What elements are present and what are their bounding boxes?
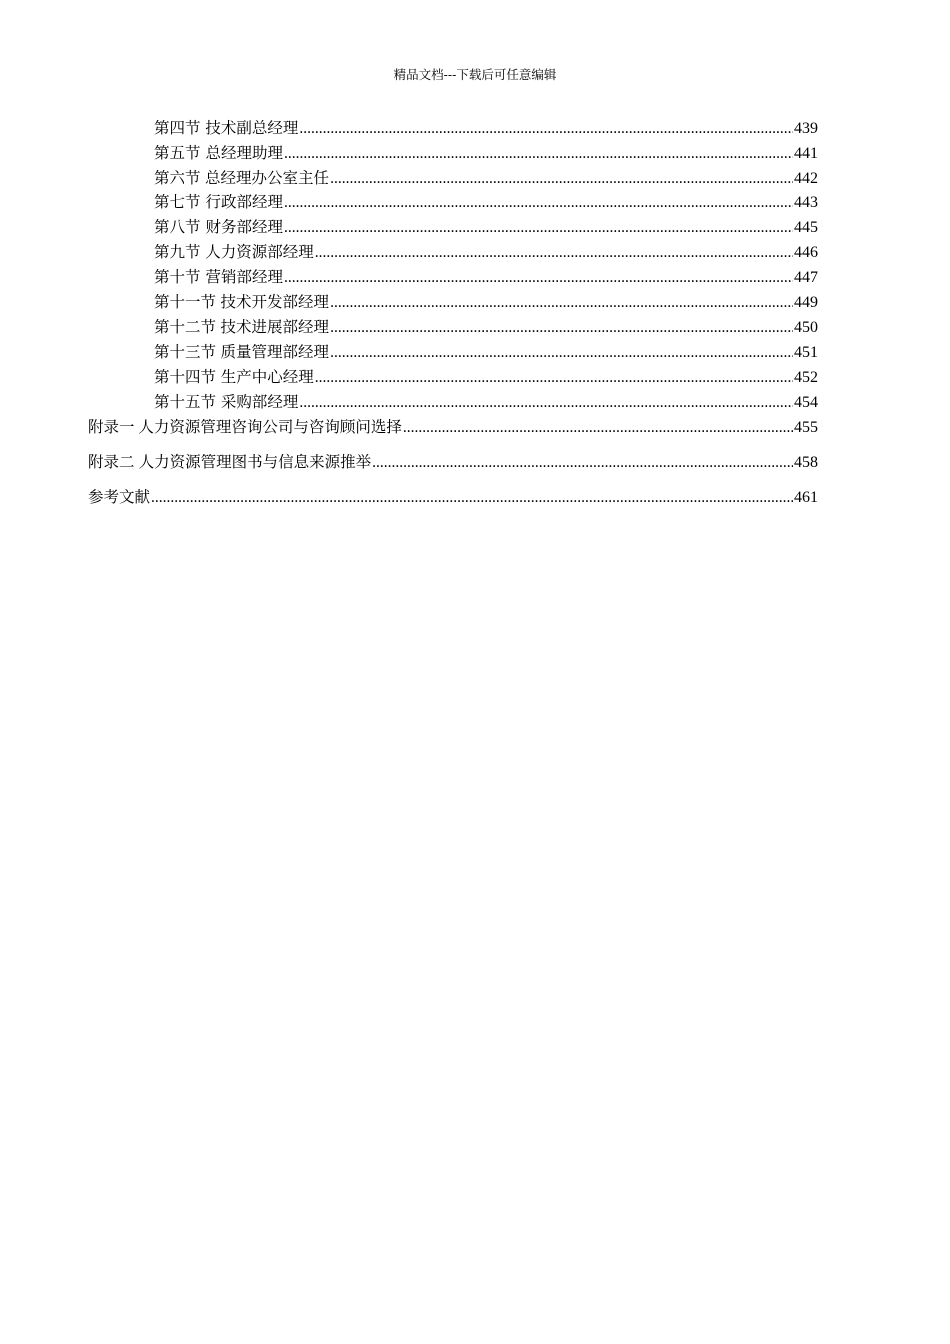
toc-entry[interactable] bbox=[154, 341, 818, 364]
toc-entry-number: 附录二 bbox=[88, 453, 135, 471]
toc-entry-page: 443 bbox=[794, 194, 818, 211]
toc-entry-title: 技术副总经理 bbox=[205, 119, 299, 137]
toc-entry[interactable] bbox=[154, 142, 818, 165]
toc-entry-number: 第九节 bbox=[154, 243, 201, 261]
toc-leader bbox=[315, 367, 793, 389]
toc-entry-title: 人力资源部经理 bbox=[205, 243, 314, 261]
toc-entry[interactable] bbox=[154, 117, 818, 140]
toc-entry-number: 第十一节 bbox=[154, 293, 217, 311]
toc-entry-number: 第五节 bbox=[154, 144, 201, 162]
toc-entry-title: 生产中心经理 bbox=[220, 368, 314, 386]
toc-entry-page: 446 bbox=[794, 244, 818, 261]
toc-leader bbox=[284, 192, 793, 214]
toc-entry-title: 参考文献 bbox=[88, 488, 151, 506]
toc-entry-page: 450 bbox=[794, 319, 818, 336]
toc-entry[interactable] bbox=[154, 391, 818, 414]
toc-entry-title: 行政部经理 bbox=[205, 193, 284, 211]
toc-entry-title: 采购部经理 bbox=[220, 393, 299, 411]
toc-entry-page: 442 bbox=[794, 170, 818, 187]
toc-entry-number: 第八节 bbox=[154, 218, 201, 236]
toc-entry-title: 质量管理部经理 bbox=[220, 343, 330, 361]
toc-entry[interactable] bbox=[88, 486, 818, 509]
toc-entry-title: 技术进展部经理 bbox=[220, 318, 330, 336]
toc-entry-title: 人力资源管理图书与信息来源推举 bbox=[138, 453, 372, 471]
toc-entry[interactable] bbox=[154, 266, 818, 289]
toc-entry[interactable] bbox=[154, 191, 818, 214]
toc-leader bbox=[299, 118, 793, 140]
toc-entry-page: 452 bbox=[794, 369, 818, 386]
toc-entry[interactable] bbox=[88, 451, 818, 474]
toc-entry-title: 财务部经理 bbox=[205, 218, 284, 236]
toc-entry-page: 449 bbox=[794, 294, 818, 311]
toc-entry-page: 447 bbox=[794, 269, 818, 286]
toc-leader bbox=[284, 217, 793, 239]
toc-leader bbox=[284, 267, 793, 289]
toc-entry-page: 445 bbox=[794, 219, 818, 236]
toc-leader bbox=[315, 242, 793, 264]
toc-entry-number: 第十二节 bbox=[154, 318, 217, 336]
toc-entry[interactable] bbox=[154, 216, 818, 239]
toc-leader bbox=[284, 143, 793, 165]
toc-entry-page: 455 bbox=[794, 419, 818, 436]
toc-entry[interactable] bbox=[154, 316, 818, 339]
toc-entry-page: 439 bbox=[794, 120, 818, 137]
toc-entry-number: 第六节 bbox=[154, 169, 201, 187]
toc-leader bbox=[151, 487, 793, 509]
toc-leader bbox=[330, 342, 793, 364]
toc-leader bbox=[403, 417, 793, 439]
toc-leader bbox=[330, 168, 793, 190]
toc-entry-page: 441 bbox=[794, 145, 818, 162]
toc-entry-title: 总经理办公室主任 bbox=[205, 169, 330, 187]
toc-entry[interactable] bbox=[154, 241, 818, 264]
page-header: 精品文档---下载后可任意编辑 bbox=[393, 67, 557, 82]
toc-entry-number: 第七节 bbox=[154, 193, 201, 211]
toc-leader bbox=[372, 452, 793, 474]
toc-entry-page: 451 bbox=[794, 344, 818, 361]
toc-leader bbox=[330, 317, 793, 339]
toc-entry-number: 第四节 bbox=[154, 119, 201, 137]
toc-entry-number: 第十五节 bbox=[154, 393, 217, 411]
toc-leader bbox=[299, 392, 793, 414]
toc-entry-page: 461 bbox=[794, 489, 818, 506]
toc-entry[interactable] bbox=[154, 366, 818, 389]
toc-entry-number: 附录一 bbox=[88, 418, 135, 436]
toc-entry-page: 458 bbox=[794, 454, 818, 471]
toc-leader bbox=[330, 292, 793, 314]
toc-entry-page: 454 bbox=[794, 394, 818, 411]
toc-entry-number: 第十三节 bbox=[154, 343, 217, 361]
toc-entry[interactable] bbox=[88, 416, 818, 439]
toc-entry-number: 第十四节 bbox=[154, 368, 217, 386]
toc-entry[interactable] bbox=[154, 167, 818, 190]
toc-entry-title: 营销部经理 bbox=[205, 268, 284, 286]
toc-entry[interactable] bbox=[154, 291, 818, 314]
toc-entry-number: 第十节 bbox=[154, 268, 201, 286]
toc-entry-title: 总经理助理 bbox=[205, 144, 284, 162]
toc-entry-title: 人力资源管理咨询公司与咨询顾问选择 bbox=[138, 418, 402, 436]
toc-entry-title: 技术开发部经理 bbox=[220, 293, 330, 311]
